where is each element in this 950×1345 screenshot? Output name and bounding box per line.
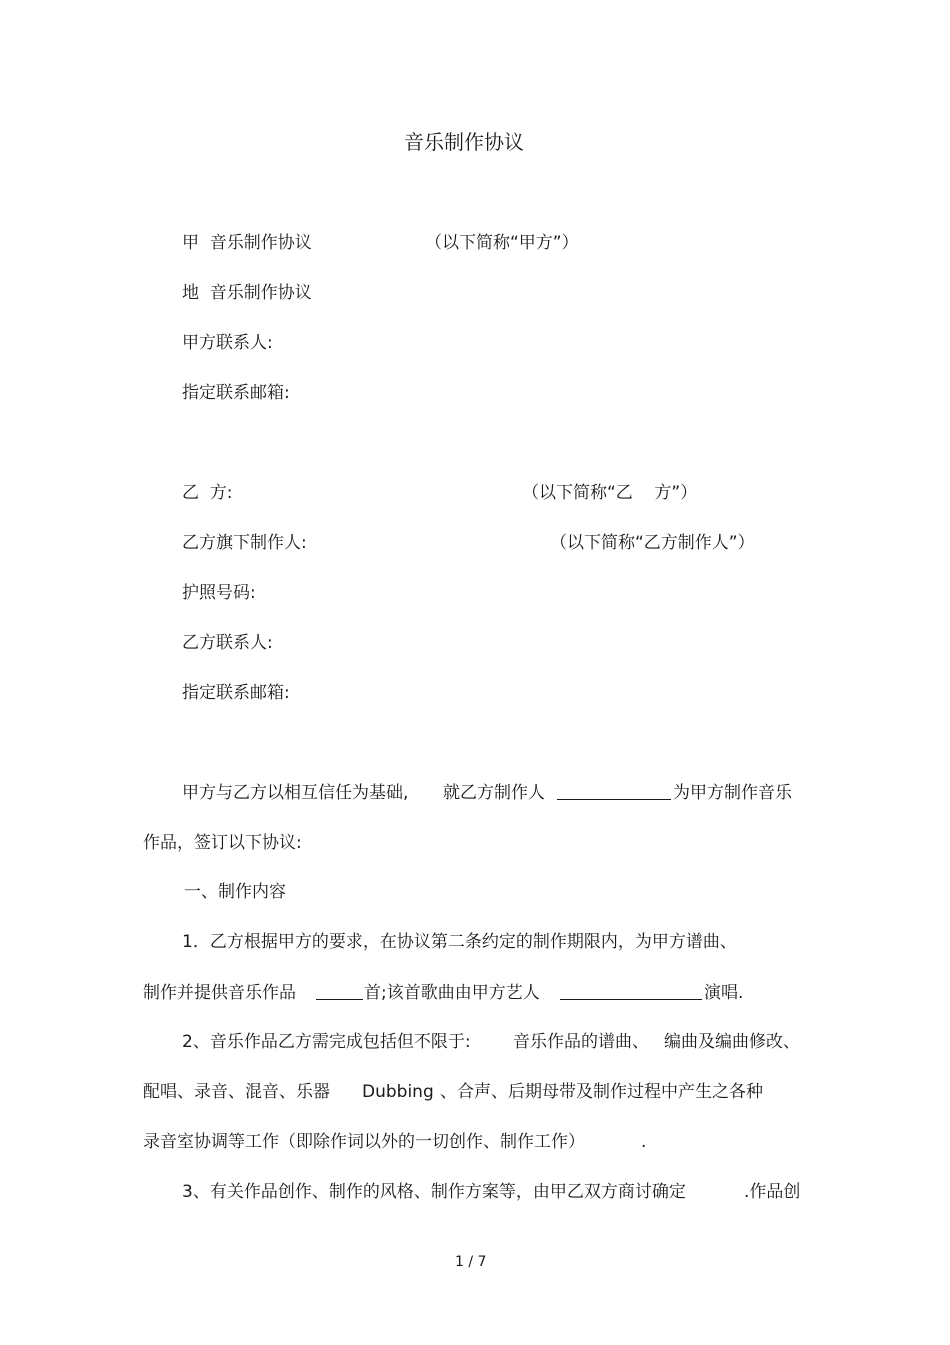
party-a-email-label: 指定联系邮箱: [182, 383, 290, 403]
item2-line1-part1: 2、音乐作品乙方需完成包括但不限于: [182, 1032, 471, 1052]
party-b-email-label: 指定联系邮箱: [182, 683, 290, 703]
item1-line1: 1．乙方根据甲方的要求，在协议第二条约定的制作期限内，为甲方谱曲、 [182, 932, 737, 952]
party-a-address-label: 地 音乐制作协议 [182, 283, 312, 303]
item2-line2-part3: 、合声、后期母带及制作过程中产生之各种 [440, 1082, 763, 1102]
item1-line2-part3: 演唱. [704, 983, 744, 1003]
party-b-name-note: （以下简称“乙 方”） [522, 483, 698, 503]
item1-line2-part2: 首;该首歌曲由甲方艺人 [364, 983, 540, 1003]
page-indicator: 1 / 7 [455, 1254, 487, 1270]
item2-line2-part1: 配唱、录音、混音、乐器 [143, 1082, 330, 1102]
intro-line1-part3: 为甲方制作音乐 [673, 783, 792, 803]
document-title: 音乐制作协议 [404, 130, 524, 154]
intro-line1-part1: 甲方与乙方以相互信任为基础, [182, 783, 409, 803]
item2-line2-part2: Dubbing [362, 1082, 434, 1102]
item3-line1-part2: .作品创 [744, 1182, 801, 1202]
item1-line2-part1: 制作并提供音乐作品 [143, 983, 296, 1003]
artist-name-blank [560, 984, 702, 1000]
song-count-blank [316, 984, 363, 1000]
item2-line1-part2: 音乐作品的谱曲、 [513, 1032, 649, 1052]
producer-name-blank [557, 784, 671, 800]
item2-line3-part2: . [641, 1132, 647, 1152]
party-b-contact-label: 乙方联系人: [182, 633, 273, 653]
party-b-passport-label: 护照号码: [182, 583, 256, 603]
party-b-name-label: 乙 方: [182, 483, 233, 503]
party-a-name-note: （以下简称“甲方”） [425, 233, 579, 253]
party-a-contact-label: 甲方联系人: [182, 333, 273, 353]
intro-line1-part2: 就乙方制作人 [443, 783, 545, 803]
party-b-producer-label: 乙方旗下制作人: [182, 533, 307, 553]
item3-line1-part1: 3、有关作品创作、制作的风格、制作方案等，由甲乙双方商讨确定 [182, 1182, 686, 1202]
party-a-name-label: 甲 音乐制作协议 [182, 233, 312, 253]
item2-line3-part1: 录音室协调等工作（即除作词以外的一切创作、制作工作） [143, 1132, 585, 1152]
intro-line2: 作品，签订以下协议: [143, 833, 302, 853]
item2-line1-part3: 编曲及编曲修改、 [664, 1032, 800, 1052]
section1-heading: 一、制作内容 [184, 882, 286, 902]
party-b-producer-note: （以下简称“乙方制作人”） [550, 533, 755, 553]
